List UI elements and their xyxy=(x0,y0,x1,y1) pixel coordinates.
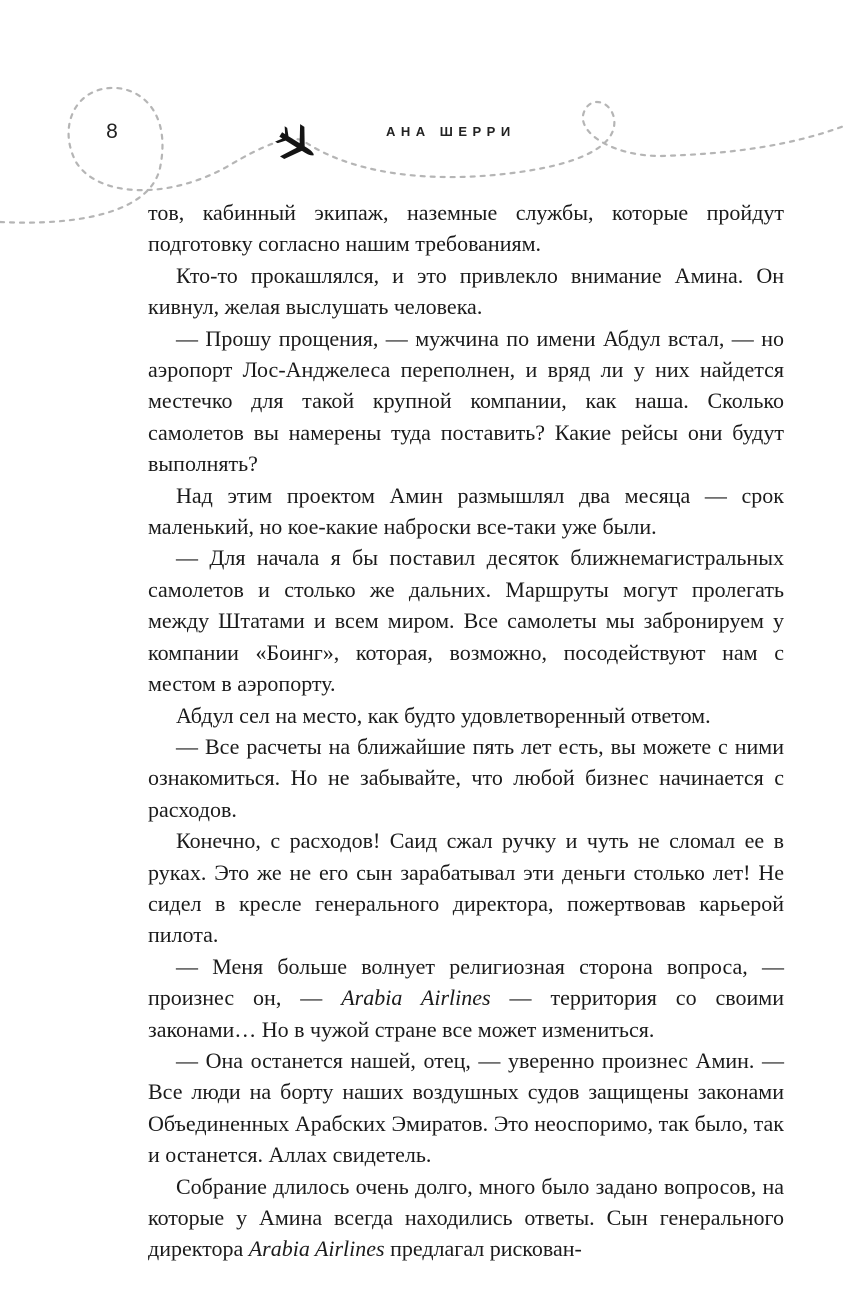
paragraph: — Прошу прощения, — мужчина по имени Абдул встал, — но аэропорт Лос-Анджелеса переполнен, и вряд ли у них найдется местечко для такой крупной компании, как наша. Сколько самолетов вы намерены туда поставить? Какие рейсы они будут выполнять? xyxy=(148,325,784,477)
running-head-author: АНА ШЕРРИ xyxy=(386,124,516,139)
page-number: 8 xyxy=(106,120,118,143)
paragraph: Кто-то прокашлялся, и это привлекло внимание Амина. Он кивнул, желая выслушать человека. xyxy=(148,262,784,320)
airplane-icon xyxy=(270,118,324,171)
paragraph-text: — территория со своими законами… Но в чужой стране все может измениться. xyxy=(148,985,784,1042)
paragraph xyxy=(148,1171,784,1265)
paragraph: Конечно, с расходов! Саид сжал ручку и чуть не сломал ее в руках. Это же не его сын зарабатывал эти деньги столько лет! Не сидел в кресле генерального директора, пожертвовав карьерой пилота. xyxy=(148,828,784,948)
paragraph: тов, кабинный экипаж, наземные службы, которые пройдут подготовку согласно нашим требованиям. xyxy=(148,200,784,257)
paragraph: — Она останется нашей, отец, — уверенно произнес Амин. — Все люди на борту наших воздушных судов защищены законами Объединенных Арабских Эмиратов. Это неоспоримо, так было, так и останется. Аллах свидетель. xyxy=(148,1047,784,1168)
paragraph: Абдул сел на место, как будто удовлетворенный ответом. xyxy=(176,702,711,728)
paragraph: — Для начала я бы поставил десяток ближнемагистральных самолетов и столько же дальних. Маршруты могут пролегать между Штатами и всем миром. Все самолеты мы забронируем у компании «Боинг», которая, возможно, посодействуют нам с местом в аэропорту. xyxy=(148,545,784,697)
paragraph xyxy=(148,951,784,1045)
airline-name: Arabia Airlines xyxy=(248,1236,385,1262)
paragraph: — Все расчеты на ближайшие пять лет есть, вы можете с ними ознакомиться. Но не забывайте, что любой бизнес начинается с расходов. xyxy=(148,733,784,822)
paragraph-text: предлагал рискован- xyxy=(384,1236,582,1262)
paragraph-text: — Меня больше волнует религиозная сторона вопроса, — произнес он, — xyxy=(148,953,784,1011)
body-text xyxy=(148,197,784,1265)
airline-name: Arabia Airlines xyxy=(341,985,491,1011)
paragraph-text: Собрание длилось очень долго, много было задано вопросов, на которые у Амина всегда находились ответы. Сын генерального директора xyxy=(148,1173,784,1262)
paragraph: Над этим проектом Амин размышлял два месяца — срок маленький, но кое-какие наброски все-таки уже были. xyxy=(148,482,784,540)
